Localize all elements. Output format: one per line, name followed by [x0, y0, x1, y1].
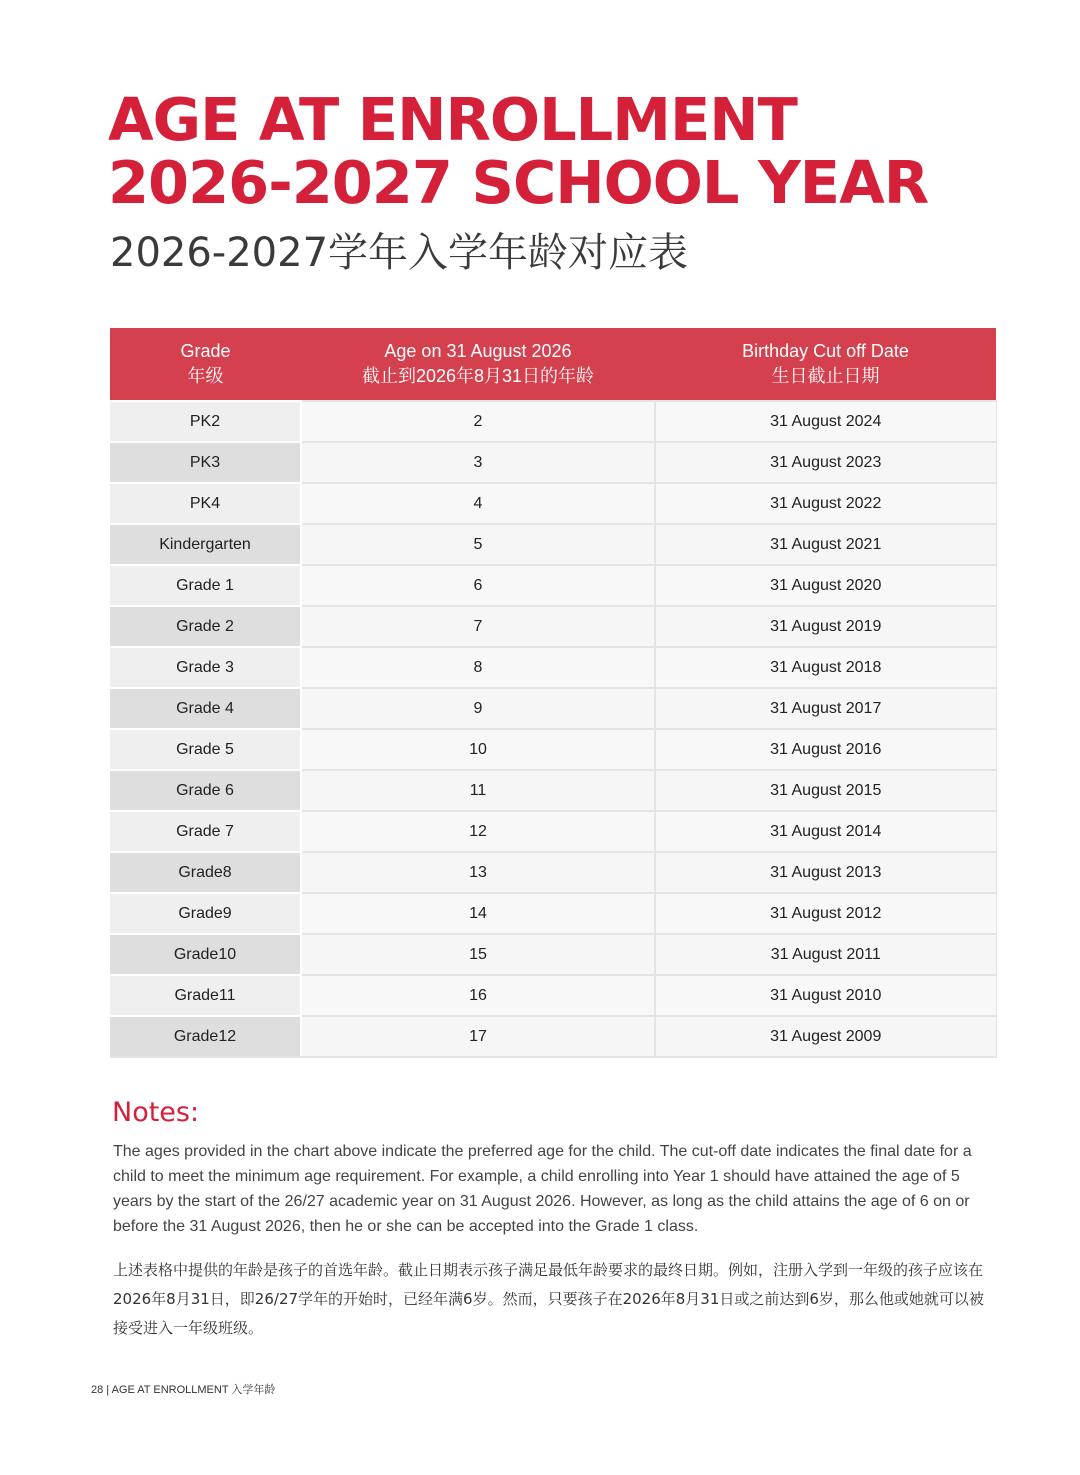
cutoff-date-cell: 31 August 2015 — [655, 770, 996, 811]
table-row — [110, 688, 996, 729]
cutoff-date-cell: 31 August 2020 — [655, 565, 996, 606]
cutoff-date-cell: 31 August 2021 — [655, 524, 996, 565]
cutoff-date-cell: 31 August 2018 — [655, 647, 996, 688]
grade-cell: Grade8 — [110, 852, 301, 893]
age-cell: 4 — [301, 483, 655, 524]
header-grade-en: Grade — [180, 341, 231, 361]
table-row — [110, 811, 996, 852]
table-body — [110, 401, 996, 1057]
table-row — [110, 483, 996, 524]
grade-cell: Grade11 — [110, 975, 301, 1016]
age-cell: 13 — [301, 852, 655, 893]
grade-cell: Grade 1 — [110, 565, 301, 606]
grade-cell: Grade 6 — [110, 770, 301, 811]
notes-english: The ages provided in the chart above indicate the preferred age for the child. The cut-off date indicates the final date for a child to meet the minimum age requirement. For example, a child enrolling into Year 1 should have attained the age of 5 years by the start of the 26/27 academic year on 31 August 2026. However, as long as the child attains the age of 6 on or before the 31 August 2026, then he or she can be accepted into the Grade 1 class. — [113, 1143, 972, 1235]
table-header-row — [110, 328, 996, 401]
age-cell: 11 — [301, 770, 655, 811]
cutoff-date-cell: 31 Augest 2009 — [655, 1016, 996, 1057]
age-cell: 7 — [301, 606, 655, 647]
table-row — [110, 729, 996, 770]
age-cell: 16 — [301, 975, 655, 1016]
title-line-2: 2026-2027 SCHOOL YEAR — [108, 148, 929, 217]
table-row — [110, 442, 996, 483]
table-row — [110, 606, 996, 647]
table-row — [110, 524, 996, 565]
age-cell: 5 — [301, 524, 655, 565]
table-row — [110, 934, 996, 975]
header-date-en: Birthday Cut off Date — [742, 341, 909, 361]
notes-chinese: 上述表格中提供的年龄是孩子的首选年龄。截止日期表示孩子满足最低年龄要求的最终日期。例如，注册入学到一年级的孩子应该在2026年8月31日，即26/27学年的开始时，已经年满6岁。然而，只要孩子在2026年8月31日或之前达到6岁，那么他或她就可以被接受进入一年级班级。 — [113, 1261, 984, 1337]
age-cell: 14 — [301, 893, 655, 934]
table-row — [110, 647, 996, 688]
grade-cell: Grade 2 — [110, 606, 301, 647]
table-row — [110, 770, 996, 811]
grade-cell: Grade 7 — [110, 811, 301, 852]
header-age-zh: 截止到2026年8月31日的年龄 — [361, 366, 595, 386]
cutoff-date-cell: 31 August 2024 — [655, 401, 996, 442]
grade-cell: Grade 5 — [110, 729, 301, 770]
grade-cell: Grade10 — [110, 934, 301, 975]
table-row — [110, 401, 996, 442]
age-cell: 9 — [301, 688, 655, 729]
age-table — [110, 328, 997, 1058]
cutoff-date-cell: 31 August 2017 — [655, 688, 996, 729]
cutoff-date-cell: 31 August 2011 — [655, 934, 996, 975]
cutoff-date-cell: 31 August 2012 — [655, 893, 996, 934]
cutoff-date-cell: 31 August 2014 — [655, 811, 996, 852]
header-age — [301, 328, 655, 401]
grade-cell: Grade9 — [110, 893, 301, 934]
cutoff-date-cell: 31 August 2013 — [655, 852, 996, 893]
header-age-en: Age on 31 August 2026 — [384, 341, 572, 361]
grade-cell: PK4 — [110, 483, 301, 524]
cutoff-date-cell: 31 August 2019 — [655, 606, 996, 647]
grade-cell: Grade12 — [110, 1016, 301, 1057]
notes-heading: Notes: — [112, 1097, 200, 1128]
table-row — [110, 1016, 996, 1057]
cutoff-date-cell: 31 August 2010 — [655, 975, 996, 1016]
age-cell: 2 — [301, 401, 655, 442]
age-cell: 17 — [301, 1016, 655, 1057]
age-cell: 6 — [301, 565, 655, 606]
header-grade — [110, 328, 301, 401]
age-cell: 3 — [301, 442, 655, 483]
table-row — [110, 975, 996, 1016]
age-cell: 8 — [301, 647, 655, 688]
table-row — [110, 852, 996, 893]
header-date-zh: 生日截止日期 — [771, 366, 880, 386]
header-date — [655, 328, 996, 401]
age-cell: 10 — [301, 729, 655, 770]
age-cell: 12 — [301, 811, 655, 852]
page-footer: 28 | AGE AT ENROLLMENT 入学年龄 — [91, 1384, 276, 1396]
cutoff-date-cell: 31 August 2023 — [655, 442, 996, 483]
grade-cell: Kindergarten — [110, 524, 301, 565]
header-grade-zh: 年级 — [187, 366, 224, 386]
title-line-1: AGE AT ENROLLMENT — [108, 85, 797, 154]
cutoff-date-cell: 31 August 2016 — [655, 729, 996, 770]
table-row — [110, 893, 996, 934]
grade-cell: Grade 4 — [110, 688, 301, 729]
table-row — [110, 565, 996, 606]
page-subtitle: 2026-2027学年入学年龄对应表 — [110, 230, 689, 276]
cutoff-date-cell: 31 August 2022 — [655, 483, 996, 524]
age-cell: 15 — [301, 934, 655, 975]
grade-cell: Grade 3 — [110, 647, 301, 688]
grade-cell: PK3 — [110, 442, 301, 483]
page-title — [108, 85, 929, 217]
grade-cell: PK2 — [110, 401, 301, 442]
